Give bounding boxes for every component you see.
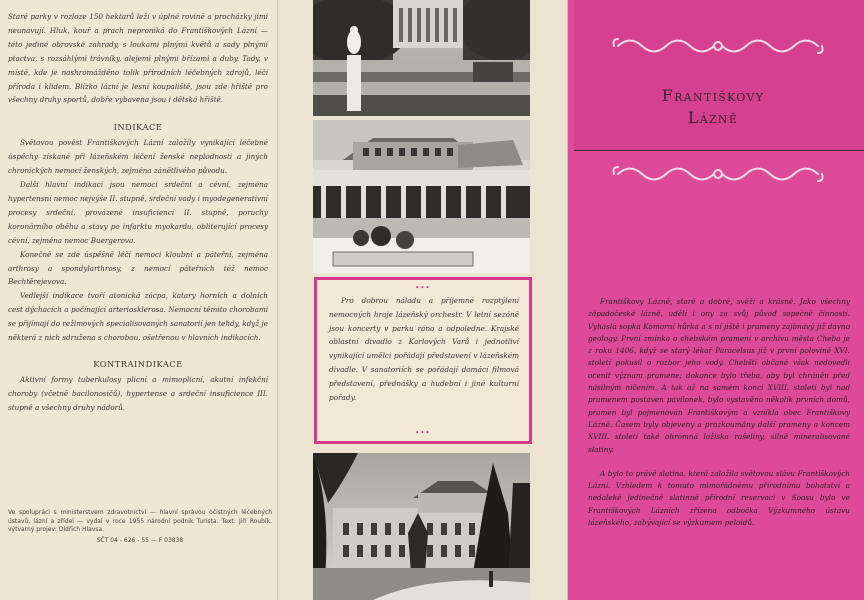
photo-colonnade-statue — [313, 0, 530, 116]
cover-text — [588, 296, 850, 529]
photo-spa-building-trees — [313, 453, 530, 600]
ornament-bottom-icon — [610, 160, 826, 188]
info-dots-bottom: ••• — [415, 429, 431, 437]
cover-rule-top — [574, 150, 864, 151]
contraindications-heading: KONTRAINDIKACE — [93, 358, 183, 369]
text-panel — [0, 0, 278, 600]
indications-paragraph-2: Další hlavní indikací jsou nemoci srdeční a cévní, zejména hypertensní nemoc nejvýše II. stupně, srdeční vady i myodegenerativní procesy srdeční, provázené insuficiencí II. stupně, poruchy koronárního oběhu a stavy po infarktu myokardu, obliterující procesy cévní, zejména nemoc Buergerova. — [8, 180, 268, 245]
indications-heading: INDIKACE — [113, 122, 163, 133]
culture-info-box — [314, 277, 532, 444]
cover-panel — [568, 0, 864, 600]
photo-spa-colonnade — [313, 120, 530, 273]
culture-info-text: Pro dobrou náladu a příjemné rozptýlení nemocných hraje lázeňský orchestr. V letní sezóně jsou koncerty v parku ráno a odpoledne. Krajské oblastní divadlo z Karlových Varů i jednotliví vynikající umělci pořádají představení v lázeňském divadle. V sanatoriích se pořádají domácí filmová představení, přednášky a hudební i jiné kulturní pořady. — [329, 296, 519, 402]
indications-paragraph-3: Konečně se zde úspěšně léčí nemoci kloubní a páteřní, zejména arthrosy a spondylarthrosy, z nemocí páteřních též nemoc Bechtěrejevova. — [8, 249, 268, 287]
info-dots-top: ••• — [415, 284, 431, 292]
indications-paragraph-4: Vedlejší indikace tvoří atonická zácpa, katary horních a dolních cest dýchacích a počínající arteriosklerosa. Nemocní těmito chorobami se přijímají do režimových specialisovaných sanatorií jen tehdy, když je některá z nich sdružena s chorobou, ošetřenou v hlavních indikacích. — [8, 291, 268, 343]
title-line-2: Lázně — [687, 108, 739, 127]
intro-paragraph: Staré parky v rozloze 150 hektarů leží v úplné rovině a procházky jimi neunavují. Hluk, kouř a prach neproniká do Františkových Lázní — této jediné obrovské zahrady, s loukami plnými květů a sady plnými ptactva, s rozsáhlými trávníky, alejemi plnými břízami a duby. Tady, v místě, kde je nashromážděno tolik přírodních léčebných zdrojů, léčí příroda i klidem. Blízko lázní je lesní koupaliště, jsou zde hřiště pro všechny druhy sportů, dobře vybavena jsou i dětská hřiště. — [8, 12, 268, 105]
imprint-credits: Ve spolupráci s ministerstvem zdravotnictví — hlavní správou očistných léčebných ústavů, lázní a zřídel — vydal v roce 1955 národní podnik Turista. Text: Jiří Roubík, výtvarný projev: Oldřich Hlavsa. — [8, 509, 272, 534]
indications-paragraph-1: Světovou pověst Františkových Lázní založily vynikající léčebné úspěchy získané při lázeňském léčení ženské neplodnosti a jiných chronických nemocí ženských, zejména zánětlivého původu. — [8, 138, 268, 176]
ornament-top-icon — [610, 33, 826, 59]
peat-paragraph: A bylo to právě slatina, která založila světovou slávu Františkových Lázní. Vzhledem k tomuto mimořádnému přírodnímu bohatství a nedaleké jedinečné slatinné přírodní reservaci v Soosu bylo ve Františkových Lázních zřízena odbočka Výzkumného ústavu lázeňského, zabývající se výzkumem peloidů. — [588, 468, 850, 528]
history-paragraph: Františkovy Lázně, staré a dobré, svěží a krásné. Jako všechny západočeské lázně, udělí i ony za svůj původ sopečné činnosti. Vyhaslá sopka Komorní hůrka a s ní jiště i prameny zajímavý již dávno geology. První zmínka o chebském prameni v archivu města Cheba je z roku 1406, když se starý lékař Paracelsus již v první polovině XVI. století pokusil o rozbor jeho vody. Chebští občané však nedovedli ocenit význam pramene; dokonce bylo třeba, aby byl chráněn před násilným ničením. A tak až na samém konci XVIII. století byl nad pramenem postaven pavilonek, bylo vystavěno několik prvních domů, pramen byl pojmenován Františkovým a vznikla obec Františkovy Lázně. Časem byly objeveny a prozkoumány další prameny a koncem XVIII. století také ohromná ložiska rašeliny, silně mineralisované slatiny. — [588, 297, 850, 454]
photo-panel — [278, 0, 568, 600]
contraindications-paragraph: Aktivní formy tuberkulosy plicní a mimoplicní, akutní infekční choroby (včetně bacilonosičů), hypertense a srdeční insuficience III. stupně a všechny druhy nádorů. — [8, 374, 268, 412]
title-line-1: Františkovy — [661, 86, 765, 105]
cover-title — [568, 85, 858, 129]
imprint-code: SČT 04 - 626 - 55 — F 03838 — [96, 537, 184, 545]
imprint — [8, 509, 272, 546]
